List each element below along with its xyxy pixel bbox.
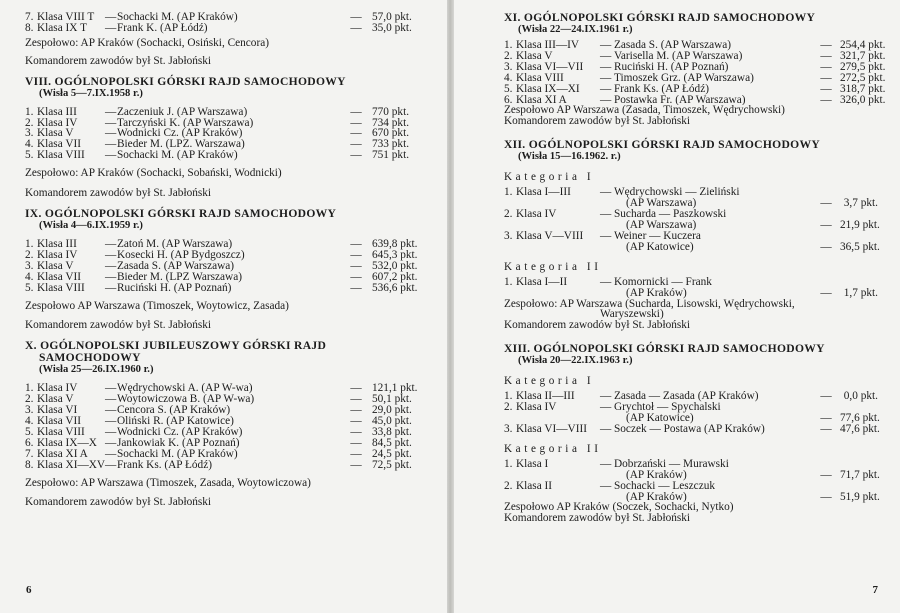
points-dash: — — [350, 105, 362, 118]
team-result: Zespołowo: AP Warszawa (Timoszek, Zasada, Woytowiczowa) — [25, 476, 311, 489]
right-page-content — [454, 0, 900, 524]
rally-title: XI. OGÓLNOPOLSKI GÓRSKI RAJD SAMOCHODOWY — [504, 11, 816, 24]
rally-title: X. OGÓLNOPOLSKI JUBILEUSZOWY GÓRSKI RAJD — [25, 339, 327, 353]
result-number: 8. — [25, 458, 34, 471]
crew-names: Komornicki — Frank — [614, 276, 712, 288]
page-number-left: 6 — [26, 584, 32, 596]
result-class: Klasa XI A — [516, 93, 567, 106]
result-number: 6. — [25, 436, 34, 449]
result-number: 4. — [25, 270, 34, 283]
result-number: 3. — [25, 127, 34, 140]
crew-club: (AP Warszawa) — [626, 219, 697, 231]
crew-club: (AP Katowice) — [626, 413, 694, 424]
points-dash: — — [350, 458, 362, 471]
result-points: 532,0 pkt. — [372, 259, 418, 272]
result-class: Klasa II — [516, 479, 553, 492]
crew-names: Grychtoł — Spychalski — [614, 402, 721, 414]
result-points: 51,9 pkt. — [840, 490, 880, 503]
result-dash: — — [105, 11, 117, 23]
result-points — [840, 277, 878, 288]
result-row — [25, 458, 412, 471]
crew-names: Wędrychowski — Zieliński — [614, 187, 740, 199]
result-class: Klasa III — [37, 237, 77, 250]
result-name: Bieder M. (LPŻ Warszawa) — [117, 271, 242, 283]
result-points: 1,7 pkt. — [843, 286, 878, 299]
result-dash: — — [105, 248, 117, 261]
result-dash: — — [105, 436, 117, 449]
commander-line: Komandorem zawodów był St. Jabłoński — [25, 319, 212, 332]
result-name: Oliński R. (AP Katowice) — [117, 416, 234, 427]
category-heading: Kategoria I — [504, 375, 595, 388]
result-class: Klasa VII — [37, 138, 82, 151]
result-class: Klasa VI — [37, 404, 78, 417]
rally-dates: (Wisła 5—7.IX.1958 r.) — [39, 87, 143, 99]
points-dash: — — [820, 422, 832, 435]
result-name: Ruciński H. (AP Poznań) — [117, 282, 232, 294]
result-number: 2. — [504, 49, 513, 62]
result-number: 2. — [504, 208, 513, 221]
page-number-right: 7 — [872, 584, 878, 596]
result-dash: — — [600, 479, 612, 492]
crew-club: (AP Kraków) — [626, 469, 687, 481]
result-points: 84,5 pkt. — [372, 436, 412, 449]
points-dash: — — [350, 382, 362, 395]
result-points: 36,5 pkt. — [840, 240, 880, 253]
result-number: 6. — [504, 93, 513, 106]
right-page — [454, 0, 900, 613]
points-dash: — — [350, 116, 362, 129]
result-row — [25, 21, 412, 34]
result-points: 770 pkt. — [372, 105, 410, 118]
result-points: 326,0 pkt. — [840, 93, 886, 106]
result-class: Klasa V — [516, 49, 553, 62]
result-row — [25, 281, 418, 294]
result-class: Klasa VII — [37, 270, 82, 283]
result-number: 8. — [25, 21, 34, 34]
result-class: Klasa I—II — [516, 275, 568, 288]
result-class: Klasa XI—XV — [37, 458, 106, 471]
rally-dates: (Wisła 25—26.IX.1960 r.) — [39, 364, 154, 376]
result-class: Klasa XI A — [37, 447, 88, 460]
book-gutter — [447, 0, 454, 613]
result-name: Ruciński H. (AP Poznań) — [614, 61, 729, 73]
result-points: 21,9 pkt. — [840, 218, 880, 231]
result-class: Klasa IX T — [37, 21, 87, 34]
rally-dates: (Wisła 4—6.IX.1959 r.) — [39, 219, 143, 231]
team-result: Zespołowo: AP Warszawa (Sucharda, Lisowski, Wędrychowski, — [504, 297, 795, 310]
result-name: Bieder M. (LPŻ. Warszawa) — [117, 139, 245, 151]
result-class: Klasa VIII — [516, 71, 564, 84]
rally-section-sec13 — [504, 343, 878, 524]
result-number: 1. — [25, 237, 34, 250]
points-dash — [812, 277, 840, 288]
result-row — [25, 404, 412, 417]
result-dash: — — [600, 39, 612, 51]
spacer — [504, 242, 516, 253]
result-dash: — — [600, 186, 612, 199]
result-dash: — — [105, 393, 117, 406]
team-result: Zespołowo AP Warszawa (Timoszek, Woytowicz, Zasada) — [25, 299, 289, 312]
result-number: 1. — [504, 39, 513, 51]
result-points: 536,6 pkt. — [372, 281, 418, 294]
result-row — [25, 237, 418, 250]
result-class: Klasa IV — [37, 382, 78, 395]
result-dash: — — [600, 422, 612, 435]
result-name: Sochacki M. (AP Kraków) — [117, 12, 238, 23]
points-dash: — — [350, 404, 362, 417]
points-dash: — — [350, 259, 362, 272]
crew-club-row — [504, 470, 878, 481]
result-points: 121,1 pkt. — [372, 382, 418, 395]
result-class: Klasa IV — [516, 401, 557, 414]
result-class: Klasa V — [37, 259, 74, 272]
result-points: 77,6 pkt. — [840, 412, 880, 425]
result-number: 7. — [25, 447, 34, 460]
result-points: 47,6 pkt. — [840, 422, 880, 435]
result-name: Wędrychowski A. (AP W-wa) — [117, 383, 253, 395]
result-dash: — — [600, 401, 612, 414]
rally-title-cont: SAMOCHODOWY — [39, 351, 141, 365]
spacer — [516, 288, 600, 299]
result-row — [25, 149, 410, 162]
result-points: 0,0 pkt. — [843, 390, 878, 403]
result-dash: — — [600, 60, 612, 73]
left-page-content — [0, 0, 447, 511]
result-dash: — — [105, 127, 117, 140]
category-heading: Kategoria II — [504, 260, 602, 273]
result-dash: — — [105, 270, 117, 283]
result-points: 254,4 pkt. — [840, 39, 886, 51]
result-dash: — — [105, 149, 117, 162]
result-number: 1. — [504, 275, 513, 288]
result-class: Klasa II—III — [516, 390, 575, 403]
commander-line: Komandorem zawodów był St. Jabłoński — [504, 319, 691, 332]
result-dash: — — [105, 447, 117, 460]
result-class: Klasa VIII — [37, 281, 85, 294]
result-dash: — — [105, 404, 117, 417]
crew-club-row — [504, 242, 878, 253]
result-number: 5. — [25, 425, 34, 438]
result-number: 1. — [504, 186, 513, 199]
result-name: Frank Ks. (AP Łódź) — [117, 459, 212, 471]
result-class: Klasa V — [37, 393, 74, 406]
result-class: Klasa VI—VII — [516, 60, 584, 73]
result-points: 57,0 pkt. — [372, 11, 412, 23]
result-row — [25, 259, 418, 272]
points-dash: — — [820, 49, 832, 62]
rally-dates: (Wisła 22—24.IX.1961 r.) — [518, 24, 633, 35]
result-dash: — — [105, 259, 117, 272]
result-number: 1. — [25, 105, 34, 118]
result-class: Klasa III—IV — [516, 39, 580, 51]
result-dash: — — [600, 71, 612, 84]
result-points: 3,7 pkt. — [843, 197, 878, 210]
rally-section-sec11 — [504, 11, 886, 128]
crew-club: (AP Kraków) — [626, 491, 687, 503]
points-dash: — — [350, 237, 362, 250]
result-name: Cencora S. (AP Kraków) — [117, 405, 231, 417]
points-dash: — — [350, 270, 362, 283]
result-class: Klasa I — [516, 457, 549, 470]
result-name: Jankowiak K. (AP Poznań) — [117, 437, 240, 449]
result-class: Klasa V—VIII — [516, 229, 584, 242]
result-number: 3. — [504, 422, 513, 435]
points-dash: — — [820, 39, 832, 51]
result-dash: — — [105, 425, 117, 438]
result-points: 35,0 pkt. — [372, 21, 412, 34]
result-number: 4. — [504, 71, 513, 84]
result-dash: — — [600, 457, 612, 470]
points-dash: — — [820, 60, 832, 73]
crew-names: Sucharda — Paszkowski — [614, 209, 727, 220]
result-dash: — — [600, 390, 612, 403]
team-result: Zespołowo AP Kraków (Soczek, Sochacki, Nytko) — [504, 501, 734, 514]
crew-club-row — [504, 198, 878, 209]
result-points: 72,5 pkt. — [372, 458, 412, 471]
result-dash: — — [105, 415, 117, 428]
result-class: Klasa I—III — [516, 186, 571, 199]
team-result: Zespołowo: AP Kraków (Sochacki, Osiński, Cencora) — [25, 36, 269, 49]
result-dash: — — [105, 237, 117, 250]
result-number: 3. — [504, 60, 513, 73]
result-number: 5. — [25, 149, 34, 162]
rally-dates: (Wisła 20—22.IX.1963 r.) — [518, 355, 633, 367]
result-class: Klasa V — [37, 127, 74, 140]
result-class: Klasa IV — [37, 116, 78, 129]
crew-club-row — [504, 288, 878, 299]
points-dash: — — [350, 138, 362, 151]
result-points: 24,5 pkt. — [372, 447, 412, 460]
result-points: 50,1 pkt. — [372, 393, 412, 406]
rally-section-sec10 — [25, 339, 418, 509]
result-dash: — — [600, 275, 612, 288]
result-number: 4. — [25, 138, 34, 151]
result-class: Klasa IV — [37, 248, 78, 261]
crew-names: Soczek — Postawa (AP Kraków) — [614, 423, 765, 435]
crew-names: Zasada — Żasada (AP Kraków) — [614, 391, 759, 403]
result-name: Varisella M. (AP Warszawa) — [614, 50, 743, 62]
result-dash: — — [105, 281, 117, 294]
result-number: 3. — [25, 404, 34, 417]
points-dash: — — [350, 127, 362, 140]
result-dash: — — [105, 382, 117, 395]
result-name: Zasada S. (AP Warszawa) — [614, 40, 732, 51]
crew-club: (AP Katowice) — [626, 241, 694, 253]
result-row — [25, 393, 412, 406]
result-class: Klasa VI—VIII — [516, 422, 588, 435]
result-dash: — — [105, 21, 117, 34]
rally-dates: (Wisła 15—16.1962. r.) — [518, 151, 621, 163]
rally-section-sec8 — [25, 74, 410, 200]
rally-title: VIII. OGÓLNOPOLSKI GÓRSKI RAJD SAMOCHODOWY — [25, 74, 346, 88]
result-row — [25, 382, 418, 395]
result-number: 7. — [25, 11, 34, 23]
result-dash: — — [600, 82, 612, 95]
points-dash: — — [350, 447, 362, 460]
result-name: Frank Ks. (AP Łódź) — [614, 83, 709, 95]
crew-row — [504, 391, 878, 402]
result-class: Klasa III — [37, 105, 77, 118]
points-dash: — — [820, 468, 832, 481]
result-dash: — — [600, 49, 612, 62]
result-name: Sochacki M. (AP Kraków) — [117, 448, 238, 460]
result-number: 2. — [504, 401, 513, 414]
crew-row — [504, 424, 878, 435]
result-number: 2. — [25, 116, 34, 129]
result-dash: — — [600, 93, 612, 106]
result-dash: — — [105, 138, 117, 151]
result-dash: — — [105, 116, 117, 129]
result-number: 2. — [25, 248, 34, 261]
crew-names: Sochacki — Leszczuk — [614, 480, 716, 492]
category-heading: Kategoria II — [504, 442, 602, 455]
result-points: 645,3 pkt. — [372, 248, 418, 261]
team-result: Zespołowo AP Warszawa (Zasada, Timoszek, Wędrychowski) — [504, 104, 785, 117]
result-number: 1. — [504, 457, 513, 470]
result-name: Wodnicki Cz. (AP Kraków) — [117, 128, 243, 140]
rally-title: XIII. OGÓLNOPOLSKI GÓRSKI RAJD SAMOCHODOWY — [504, 342, 825, 356]
points-dash: — — [820, 490, 832, 503]
result-class: Klasa VIII — [37, 425, 85, 438]
crew-club: (AP Warszawa) — [626, 198, 697, 210]
result-row — [25, 270, 418, 283]
team-result: Zespołowo: AP Kraków (Sochacki, Sobański, Wodnicki) — [25, 167, 282, 180]
result-class: Klasa VIII — [37, 149, 85, 162]
points-dash: — — [350, 425, 362, 438]
result-points: 272,5 pkt. — [840, 71, 886, 84]
spacer — [600, 288, 614, 299]
rally-section-sec9 — [25, 206, 418, 332]
result-number: 3. — [504, 229, 513, 242]
result-name: Zasada S. (AP Warszawa) — [117, 260, 235, 272]
result-number: 1. — [504, 390, 513, 403]
spacer — [516, 242, 600, 253]
result-row — [25, 116, 410, 129]
result-class: Klasa IX—X — [37, 436, 97, 449]
result-row — [504, 82, 886, 95]
result-class: Klasa IV — [516, 208, 557, 221]
spacer — [504, 288, 516, 299]
points-dash: — — [820, 240, 832, 253]
points-dash: — — [820, 197, 832, 210]
result-points: 33,8 pkt. — [372, 425, 412, 438]
result-points: 45,0 pkt. — [372, 415, 412, 428]
result-name: Frank K. (AP Łódź) — [117, 22, 208, 34]
points-dash: — — [820, 412, 832, 425]
points-dash: — — [350, 393, 362, 406]
spacer — [600, 242, 614, 253]
result-row — [25, 248, 418, 261]
result-number: 1. — [25, 382, 34, 395]
result-class: Klasa IX—XI — [516, 82, 580, 95]
result-number: 5. — [25, 281, 34, 294]
points-dash: — — [820, 390, 832, 403]
points-dash: — — [820, 82, 832, 95]
rally-title: IX. OGÓLNOPOLSKI GÓRSKI RAJD SAMOCHODOWY — [25, 206, 337, 220]
result-points: 751 pkt. — [372, 149, 410, 162]
result-class: Klasa VIII T — [37, 11, 95, 23]
commander-line: Komandorem zawodów był St. Jabłoński — [25, 187, 212, 200]
result-row — [504, 71, 886, 84]
result-points: 318,7 pkt. — [840, 82, 886, 95]
rally-section-sec12 — [504, 139, 878, 331]
result-name: Postawka Fr. (AP Warszawa) — [614, 94, 746, 106]
points-dash: — — [350, 11, 362, 23]
commander-line: Komandorem zawodów był St. Jabłoński — [25, 54, 212, 67]
crew-names: Weiner — Kuczera — [614, 230, 701, 242]
commander-line: Komandorem zawodów był St. Jabłoński — [504, 115, 691, 128]
crew-row — [504, 277, 878, 288]
result-points: 607,2 pkt. — [372, 270, 418, 283]
result-dash: — — [600, 208, 612, 221]
rally-title: XII. OGÓLNOPOLSKI GÓRSKI RAJD SAMOCHODOWY — [504, 138, 821, 152]
points-dash: — — [350, 248, 362, 261]
result-points: 639,8 pkt. — [372, 237, 418, 250]
points-dash: — — [350, 281, 362, 294]
result-points: 734 pkt. — [372, 116, 410, 129]
commander-line: Komandorem zawodów był St. Jabłoński — [25, 496, 212, 509]
result-name: Zatoń M. (AP Warszawa) — [117, 238, 233, 250]
category-heading: Kategoria I — [504, 171, 595, 184]
result-number: 5. — [504, 82, 513, 95]
result-name: Timoszek Grz. (AP Warszawa) — [614, 72, 754, 84]
result-row — [25, 105, 410, 118]
crew-club: (AP Kraków) — [626, 287, 687, 299]
crew-names: Dobrzański — Murawski — [614, 458, 729, 470]
points-dash: — — [820, 71, 832, 84]
points-dash: — — [350, 21, 362, 34]
result-dash: — — [105, 105, 117, 118]
points-dash: — — [820, 218, 832, 231]
points-dash: — — [820, 93, 832, 106]
result-number: 3. — [25, 259, 34, 272]
result-name: Zaczeniuk J. (AP Warszawa) — [117, 106, 248, 118]
result-number: 2. — [504, 479, 513, 492]
points-dash: — — [350, 149, 362, 162]
result-points: 670 pkt. — [372, 127, 410, 140]
result-points: 279,5 pkt. — [840, 60, 886, 73]
left-page — [0, 0, 447, 613]
result-points — [840, 481, 878, 492]
points-dash: — — [350, 415, 362, 428]
result-dash: — — [600, 229, 612, 242]
result-points: 733 pkt. — [372, 138, 410, 151]
result-name: Wodnicki Cz. (AP Kraków) — [117, 426, 243, 438]
points-dash — [812, 481, 840, 492]
result-dash: — — [105, 458, 117, 471]
result-class: Klasa VII — [37, 415, 82, 428]
commander-line: Komandorem zawodów był St. Jabłoński — [504, 512, 691, 525]
result-name: Woytowiczowa B. (AP W-wa) — [117, 394, 255, 406]
result-points: 71,7 pkt. — [840, 468, 880, 481]
result-row — [25, 127, 410, 140]
points-dash: — — [820, 286, 832, 299]
result-points: 321,7 pkt. — [840, 49, 886, 62]
points-dash: — — [350, 436, 362, 449]
result-number: 4. — [25, 415, 34, 428]
result-name: Kosecki H. (AP Bydgoszcz) — [117, 249, 245, 261]
result-name: Tarczyński K. (AP Warszawa) — [117, 117, 254, 129]
result-number: 2. — [25, 393, 34, 406]
result-points: 29,0 pkt. — [372, 404, 412, 417]
crew-row — [504, 481, 878, 492]
team-result-cont: Waryszewski) — [600, 308, 664, 321]
result-name: Sochacki M. (AP Kraków) — [117, 150, 238, 162]
